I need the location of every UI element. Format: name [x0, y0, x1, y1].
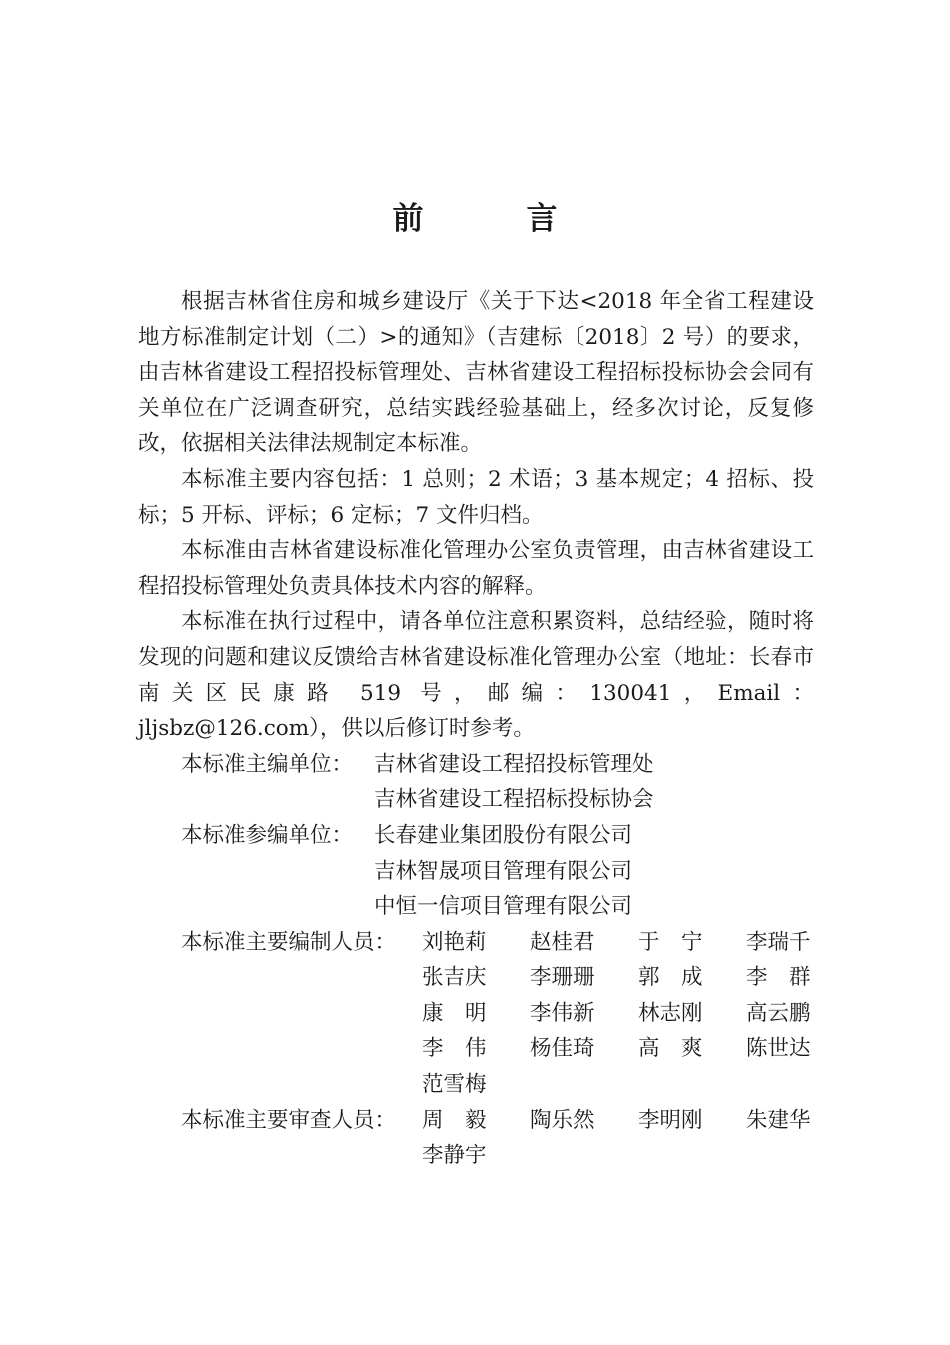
reviewer-name: 李静宇 — [422, 1143, 487, 1169]
paragraph-contents: 本标准主要内容包括：1 总则；2 术语；3 基本规定；4 招标、投标；5 开标、评标；6 定标；7 文件归档。 — [138, 466, 814, 528]
drafters-list — [422, 925, 854, 1103]
drafter-name: 刘艳莉 — [422, 929, 487, 955]
participating-units-list — [374, 818, 632, 925]
drafter-name: 李瑞千 — [746, 929, 811, 955]
drafter-name: 陈世达 — [746, 1036, 811, 1062]
drafter-name: 赵桂君 — [530, 929, 595, 955]
drafter-name: 高 爽 — [638, 1036, 703, 1062]
chief-units-list — [374, 747, 654, 818]
paragraph-basis: 根据吉林省住房和城乡建设厅《关于下达<2018 年全省工程建设地方标准制定计划（二）>的通知》（吉建标〔2018〕2 号）的要求，由吉林省建设工程招投标管理处、吉林省建设工程招标投标协会会同有关单位在广泛调查研究，总结实践经验基础上，经多次讨论，反复修改，依据相关法律法规制定本标准。 — [138, 289, 814, 457]
drafter-name: 于 宁 — [638, 929, 703, 955]
drafter-name: 李 伟 — [422, 1036, 487, 1062]
chief-unit-item: 吉林省建设工程招标投标协会 — [374, 787, 654, 813]
drafter-name: 林志刚 — [638, 1000, 703, 1026]
participating-unit-item: 吉林智晟项目管理有限公司 — [374, 858, 633, 884]
participating-unit-item: 中恒一信项目管理有限公司 — [374, 894, 633, 920]
reviewers — [138, 1103, 814, 1174]
drafter-name: 郭 成 — [638, 965, 703, 991]
chief-units-label: 本标准主编单位： — [181, 751, 354, 777]
drafter-name: 李伟新 — [530, 1000, 595, 1026]
drafter-name: 李 群 — [746, 965, 811, 991]
participating-unit-item: 长春建业集团股份有限公司 — [374, 822, 633, 848]
drafter-name: 李珊珊 — [530, 965, 595, 991]
reviewer-name: 李明刚 — [638, 1107, 703, 1133]
preface-body — [138, 284, 814, 1174]
participating-units-label: 本标准参编单位： — [181, 822, 354, 848]
reviewers-list — [422, 1103, 854, 1174]
drafter-name: 高云鹏 — [746, 1000, 811, 1026]
drafter-name: 杨佳琦 — [530, 1036, 595, 1062]
reviewers-label: 本标准主要审查人员： — [181, 1107, 397, 1133]
drafter-name: 康 明 — [422, 1000, 487, 1026]
participating-units — [138, 818, 814, 925]
reviewer-name: 陶乐然 — [530, 1107, 595, 1133]
paragraph-feedback: 本标准在执行过程中，请各单位注意积累资料，总结经验，随时将发现的问题和建议反馈给吉林省建设标准化管理办公室（地址：长春市南关区民康路 519 号，邮编：130041，Email：jljsbz@126.com），供以后修订时参考。 — [138, 609, 814, 742]
paragraph-management: 本标准由吉林省建设标准化管理办公室负责管理，由吉林省建设工程招投标管理处负责具体技术内容的解释。 — [138, 538, 814, 599]
drafters-label: 本标准主要编制人员： — [181, 929, 397, 955]
drafters — [138, 925, 814, 1103]
reviewer-name: 周 毅 — [422, 1107, 487, 1133]
drafter-name: 范雪梅 — [422, 1072, 487, 1098]
chief-unit-item: 吉林省建设工程招投标管理处 — [374, 751, 654, 777]
chief-units — [138, 747, 814, 818]
drafter-name: 张吉庆 — [422, 965, 487, 991]
reviewer-name: 朱建华 — [746, 1107, 811, 1133]
page-title: 前 言 — [392, 201, 594, 237]
